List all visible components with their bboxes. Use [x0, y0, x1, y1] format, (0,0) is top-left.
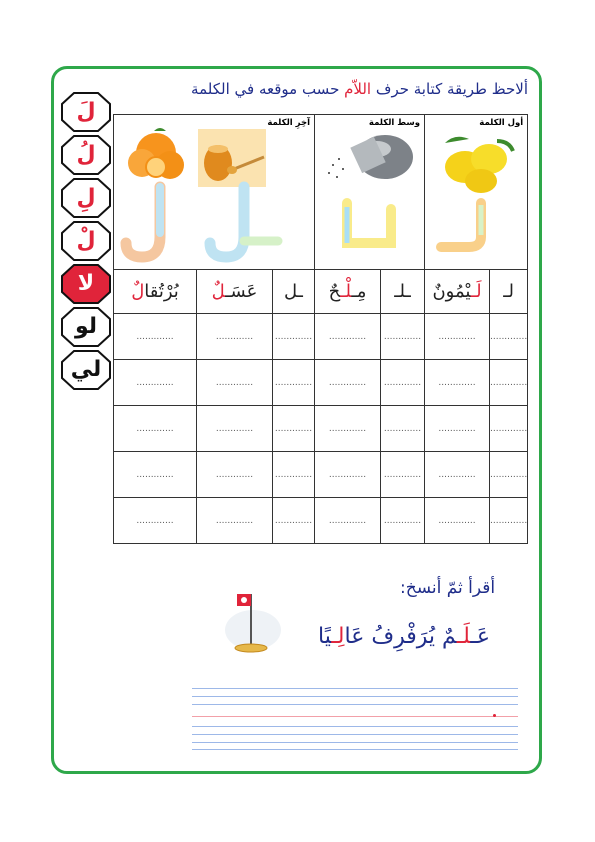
writing-cell[interactable]: ............. — [273, 314, 315, 360]
badge-lam-alef: لا — [61, 264, 111, 304]
title-letter: اللاّم — [344, 80, 372, 98]
writing-cell[interactable]: ............. — [381, 406, 425, 452]
writing-cell[interactable]: ............. — [197, 360, 273, 406]
writing-cell[interactable]: ............. — [425, 360, 490, 406]
middle-position-cell — [315, 115, 425, 270]
page-title: ألاحظ طريقة كتابة حرف اللاّم حسب موقعه في الكلمة — [191, 80, 528, 98]
writing-cell[interactable]: ............. — [425, 314, 490, 360]
badge-lam-ya: لي — [61, 350, 111, 390]
word-asal: عَسَـلٌ — [197, 270, 273, 314]
badge-lam-waw: لو — [61, 307, 111, 347]
writing-cell[interactable]: ............. — [425, 406, 490, 452]
writing-cell[interactable]: ............. — [273, 360, 315, 406]
writing-cell[interactable]: ............. — [490, 452, 528, 498]
writing-cell[interactable]: ............. — [490, 498, 528, 544]
start-position-cell — [425, 115, 528, 270]
writing-cell[interactable]: ............. — [315, 452, 381, 498]
start-dot — [493, 714, 496, 717]
header-start: أول الكلمة — [479, 118, 524, 128]
writing-cell[interactable]: ............. — [425, 498, 490, 544]
end-position-cell — [114, 115, 315, 270]
read-copy-instruction: أقرأ ثمّ أنسخ: — [400, 578, 496, 598]
word-milh: مِـلْـحٌ — [315, 270, 381, 314]
badge-lam-damma: لُ — [61, 135, 111, 175]
handwriting-lines[interactable] — [192, 688, 518, 750]
writing-cell[interactable]: ............. — [273, 452, 315, 498]
word-burtuqal: بُرْتُقالٌ — [114, 270, 197, 314]
writing-cell[interactable]: ............. — [490, 406, 528, 452]
writing-cell[interactable]: ............. — [273, 498, 315, 544]
writing-cell[interactable]: ............. — [273, 406, 315, 452]
writing-cell[interactable]: ............. — [490, 314, 528, 360]
writing-cell[interactable]: ............. — [197, 314, 273, 360]
writing-cell[interactable]: ............. — [114, 314, 197, 360]
badge-lam-sukun: لْ — [61, 221, 111, 261]
header-middle: وسط الكلمة — [368, 118, 420, 128]
writing-cell[interactable]: ............. — [197, 452, 273, 498]
writing-cell[interactable]: ............. — [197, 498, 273, 544]
writing-cell[interactable]: ............. — [381, 360, 425, 406]
writing-cell[interactable]: ............. — [114, 498, 197, 544]
orange-honey-image — [114, 123, 314, 263]
letter-lam-medial: ـلـ — [381, 270, 425, 314]
lemon-image — [425, 123, 525, 263]
writing-cell[interactable]: ............. — [114, 452, 197, 498]
writing-cell[interactable]: ............. — [381, 452, 425, 498]
salt-shaker-image — [315, 123, 425, 263]
letter-lam-initial: لـ — [490, 270, 528, 314]
writing-cell[interactable]: ............. — [425, 452, 490, 498]
writing-cell[interactable]: ............. — [114, 360, 197, 406]
writing-cell[interactable]: ............. — [315, 498, 381, 544]
writing-cell[interactable]: ............. — [114, 406, 197, 452]
practice-table — [113, 114, 528, 544]
badge-lam-fatha: لَ — [61, 92, 111, 132]
writing-cell[interactable]: ............. — [381, 498, 425, 544]
header-end: آخِرِ الكلمة — [267, 118, 310, 128]
copy-sentence: عَـلَـمٌ يُرَفْرِفُ عَالِـيًا — [318, 624, 490, 649]
writing-cell[interactable]: ............. — [315, 314, 381, 360]
writing-cell[interactable]: ............. — [315, 360, 381, 406]
writing-cell[interactable]: ............. — [490, 360, 528, 406]
letter-lam-final: ـل — [273, 270, 315, 314]
writing-cell[interactable]: ............. — [315, 406, 381, 452]
writing-cell[interactable]: ............. — [381, 314, 425, 360]
word-laymun: لَـيْمُونٌ — [425, 270, 490, 314]
writing-cell[interactable]: ............. — [197, 406, 273, 452]
flag-image — [218, 588, 288, 658]
badge-lam-kasra: لِ — [61, 178, 111, 218]
